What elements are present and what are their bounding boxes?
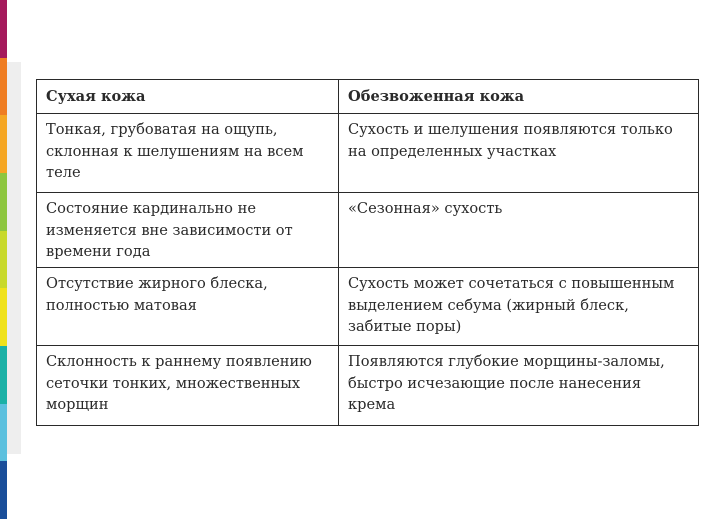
table-cell: Состояние кардинально не изменяется вне зависимости от времени года bbox=[37, 193, 339, 268]
stripe-segment bbox=[0, 58, 7, 116]
table-cell: Сухость и шелушения появляются только на определенных участках bbox=[339, 114, 699, 193]
stripe-segment bbox=[0, 288, 7, 346]
table-row bbox=[37, 114, 699, 193]
header-dry-skin: Сухая кожа bbox=[37, 80, 339, 114]
table-cell: Отсутствие жирного блеска, полностью матовая bbox=[37, 268, 339, 346]
table-cell: Тонкая, грубоватая на ощупь, склонная к шелушениям на всем теле bbox=[37, 114, 339, 193]
table-cell: Сухость может сочетаться с повышенным выделением себума (жирный блеск, забитые поры) bbox=[339, 268, 699, 346]
header-dehydrated-skin: Обезвоженная кожа bbox=[339, 80, 699, 114]
stripe-segment bbox=[0, 346, 7, 404]
table-cell: Появляются глубокие морщины-заломы, быстро исчезающие после нанесения крема bbox=[339, 346, 699, 426]
stripe-segment bbox=[0, 231, 7, 289]
stripe-segment bbox=[0, 0, 7, 58]
stripe-segment bbox=[0, 404, 7, 462]
decorative-color-stripe bbox=[0, 0, 7, 519]
table-header-row bbox=[37, 80, 699, 114]
table-cell: «Сезонная» сухость bbox=[339, 193, 699, 268]
stripe-segment bbox=[0, 461, 7, 519]
table-cell: Склонность к раннему появлению сеточки тонких, множественных морщин bbox=[37, 346, 339, 426]
table-row bbox=[37, 346, 699, 426]
comparison-table bbox=[36, 79, 699, 426]
stripe-segment bbox=[0, 173, 7, 231]
stripe-shadow bbox=[7, 62, 21, 454]
table-row bbox=[37, 268, 699, 346]
stripe-segment bbox=[0, 115, 7, 173]
table-row bbox=[37, 193, 699, 268]
